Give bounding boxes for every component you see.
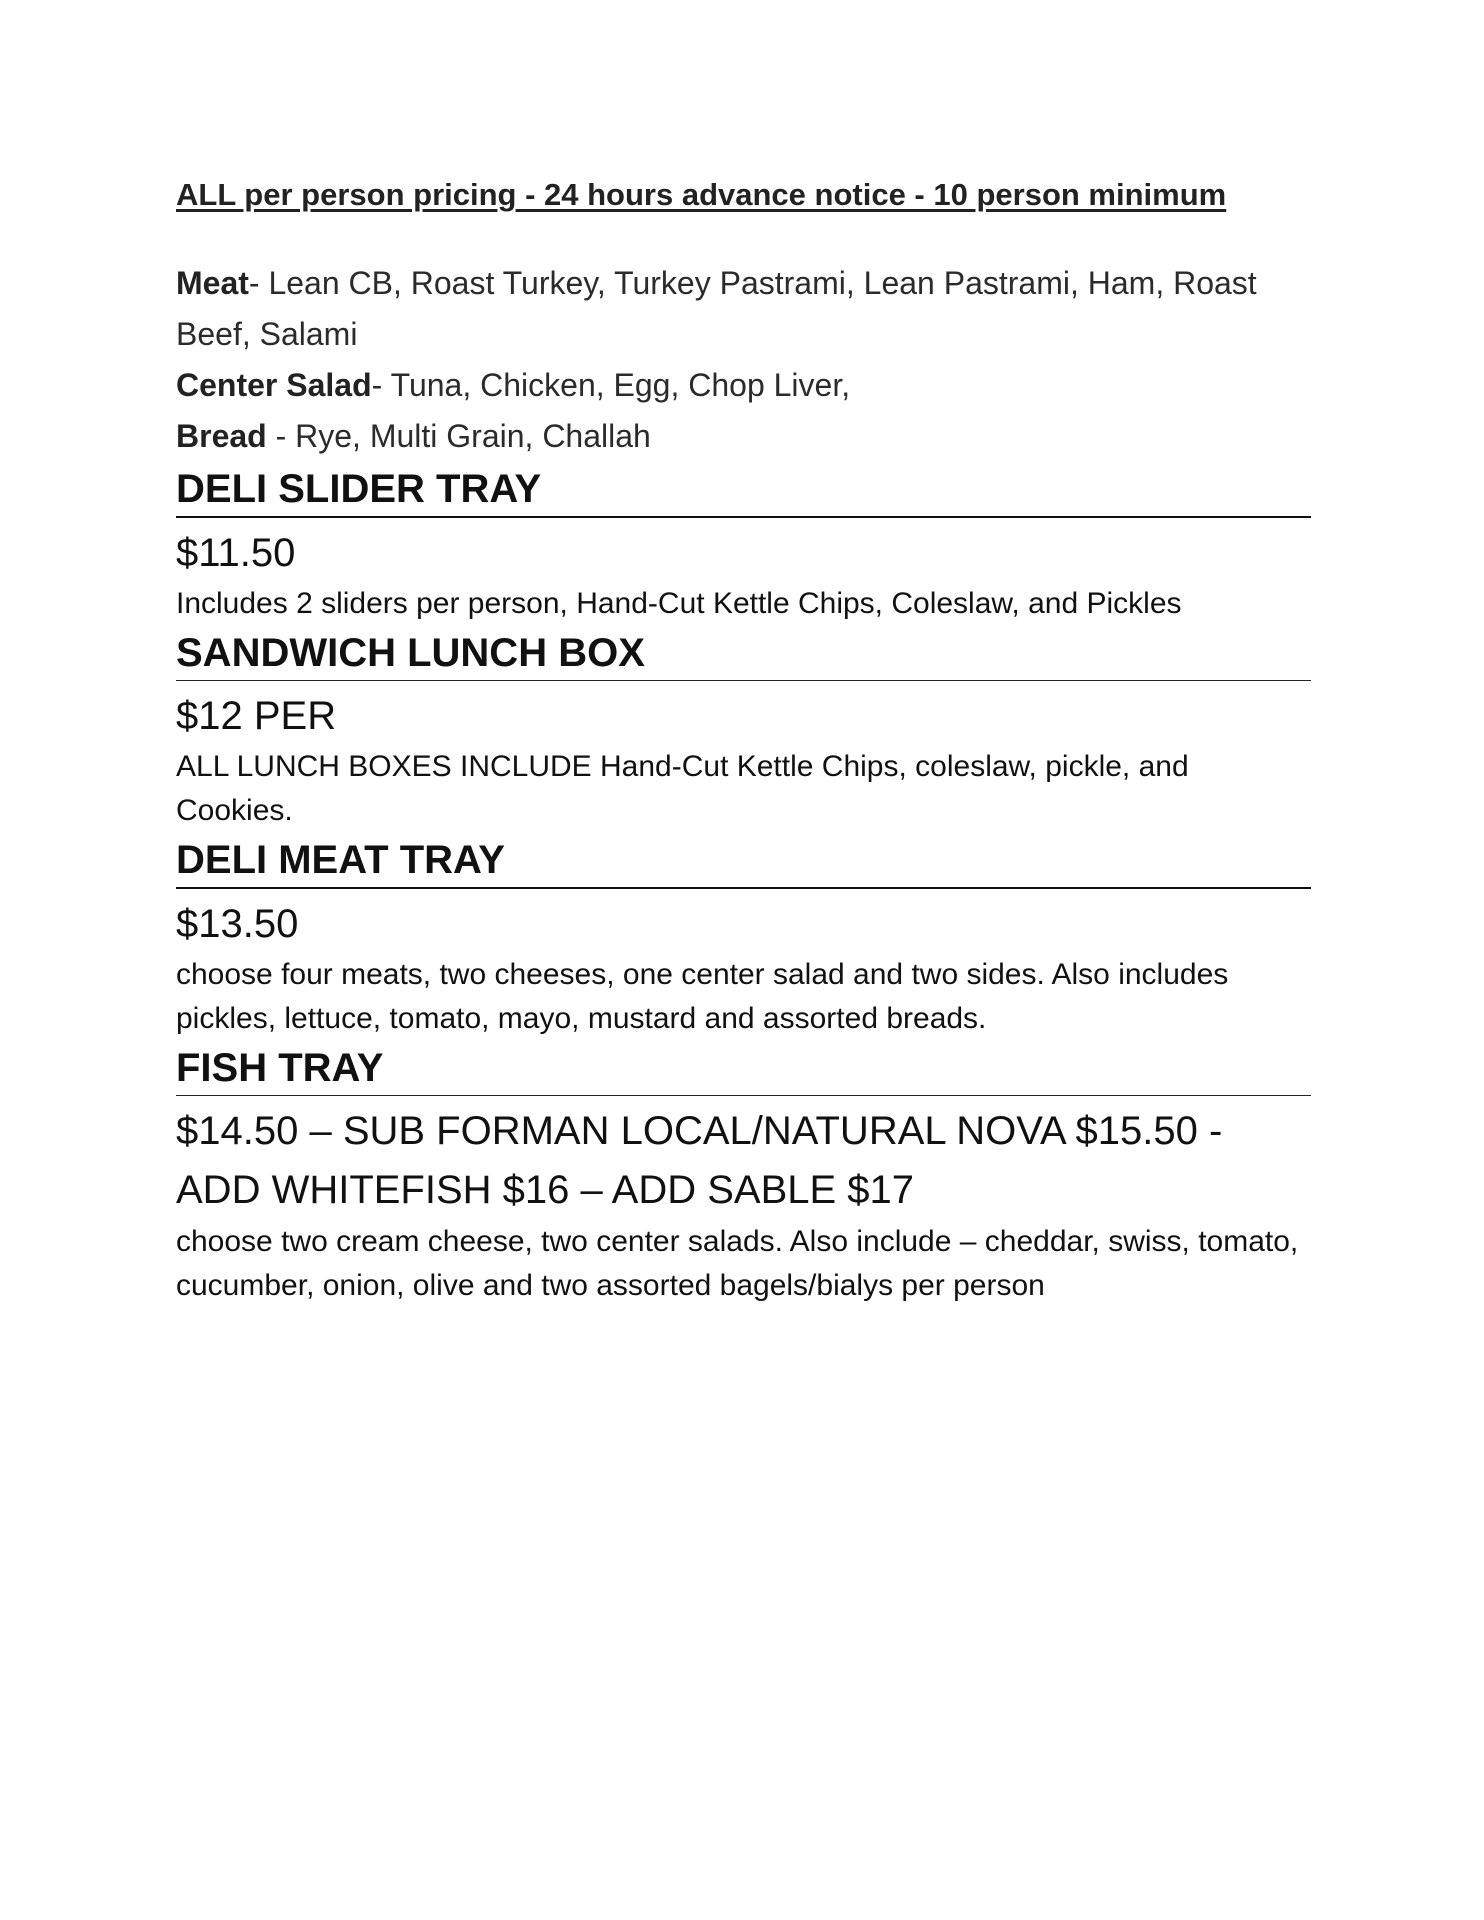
- center-salad-label: Center Salad: [176, 367, 372, 403]
- section-title: FISH TRAY: [176, 1043, 1311, 1096]
- center-salad-list: - Tuna, Chicken, Egg, Chop Liver,: [371, 367, 851, 403]
- section-description: choose four meats, two cheeses, one center salad and two sides. Also includes pickles, lettuce, tomato, mayo, mustard and assorted breads.: [176, 958, 1229, 1035]
- pricing-notice: ALL per person pricing - 24 hours advance notice - 10 person minimum: [176, 177, 1227, 212]
- section-price: $12 PER: [176, 694, 337, 738]
- fish-tray-section: [176, 1043, 1311, 1308]
- center-salad-options: [176, 360, 1311, 411]
- bread-label: Bread: [176, 418, 267, 454]
- section-description: ALL LUNCH BOXES INCLUDE Hand-Cut Kettle Chips, coleslaw, pickle, and Cookies.: [176, 750, 1189, 827]
- section-price: $13.50: [176, 902, 299, 946]
- bread-options: [176, 411, 1311, 462]
- deli-meat-tray-section: [176, 835, 1311, 1041]
- section-price: $14.50 – SUB FORMAN LOCAL/NATURAL NOVA $15.50 - ADD WHITEFISH $16 – ADD SABLE $17: [176, 1109, 1223, 1212]
- section-price: $11.50: [176, 531, 296, 575]
- sandwich-lunch-box-section: [176, 628, 1311, 833]
- menu-page: [176, 172, 1311, 1308]
- section-description: choose two cream cheese, two center salads. Also include – cheddar, swiss, tomato, cucumber, onion, olive and two assorted bagels/bialys per person: [176, 1225, 1299, 1302]
- section-description: Includes 2 sliders per person, Hand-Cut Kettle Chips, Coleslaw, and Pickles: [176, 587, 1182, 620]
- meat-list: - Lean CB, Roast Turkey, Turkey Pastrami, Lean Pastrami, Ham, Roast Beef, Salami: [176, 265, 1257, 352]
- section-title: SANDWICH LUNCH BOX: [176, 628, 1311, 681]
- bread-list: - Rye, Multi Grain, Challah: [266, 418, 651, 454]
- deli-options: [176, 258, 1311, 462]
- meat-options: [176, 258, 1311, 360]
- meat-label: Meat: [176, 265, 249, 301]
- section-title: DELI SLIDER TRAY: [176, 464, 1311, 518]
- deli-slider-tray-section: [176, 464, 1311, 626]
- section-title: DELI MEAT TRAY: [176, 835, 1311, 889]
